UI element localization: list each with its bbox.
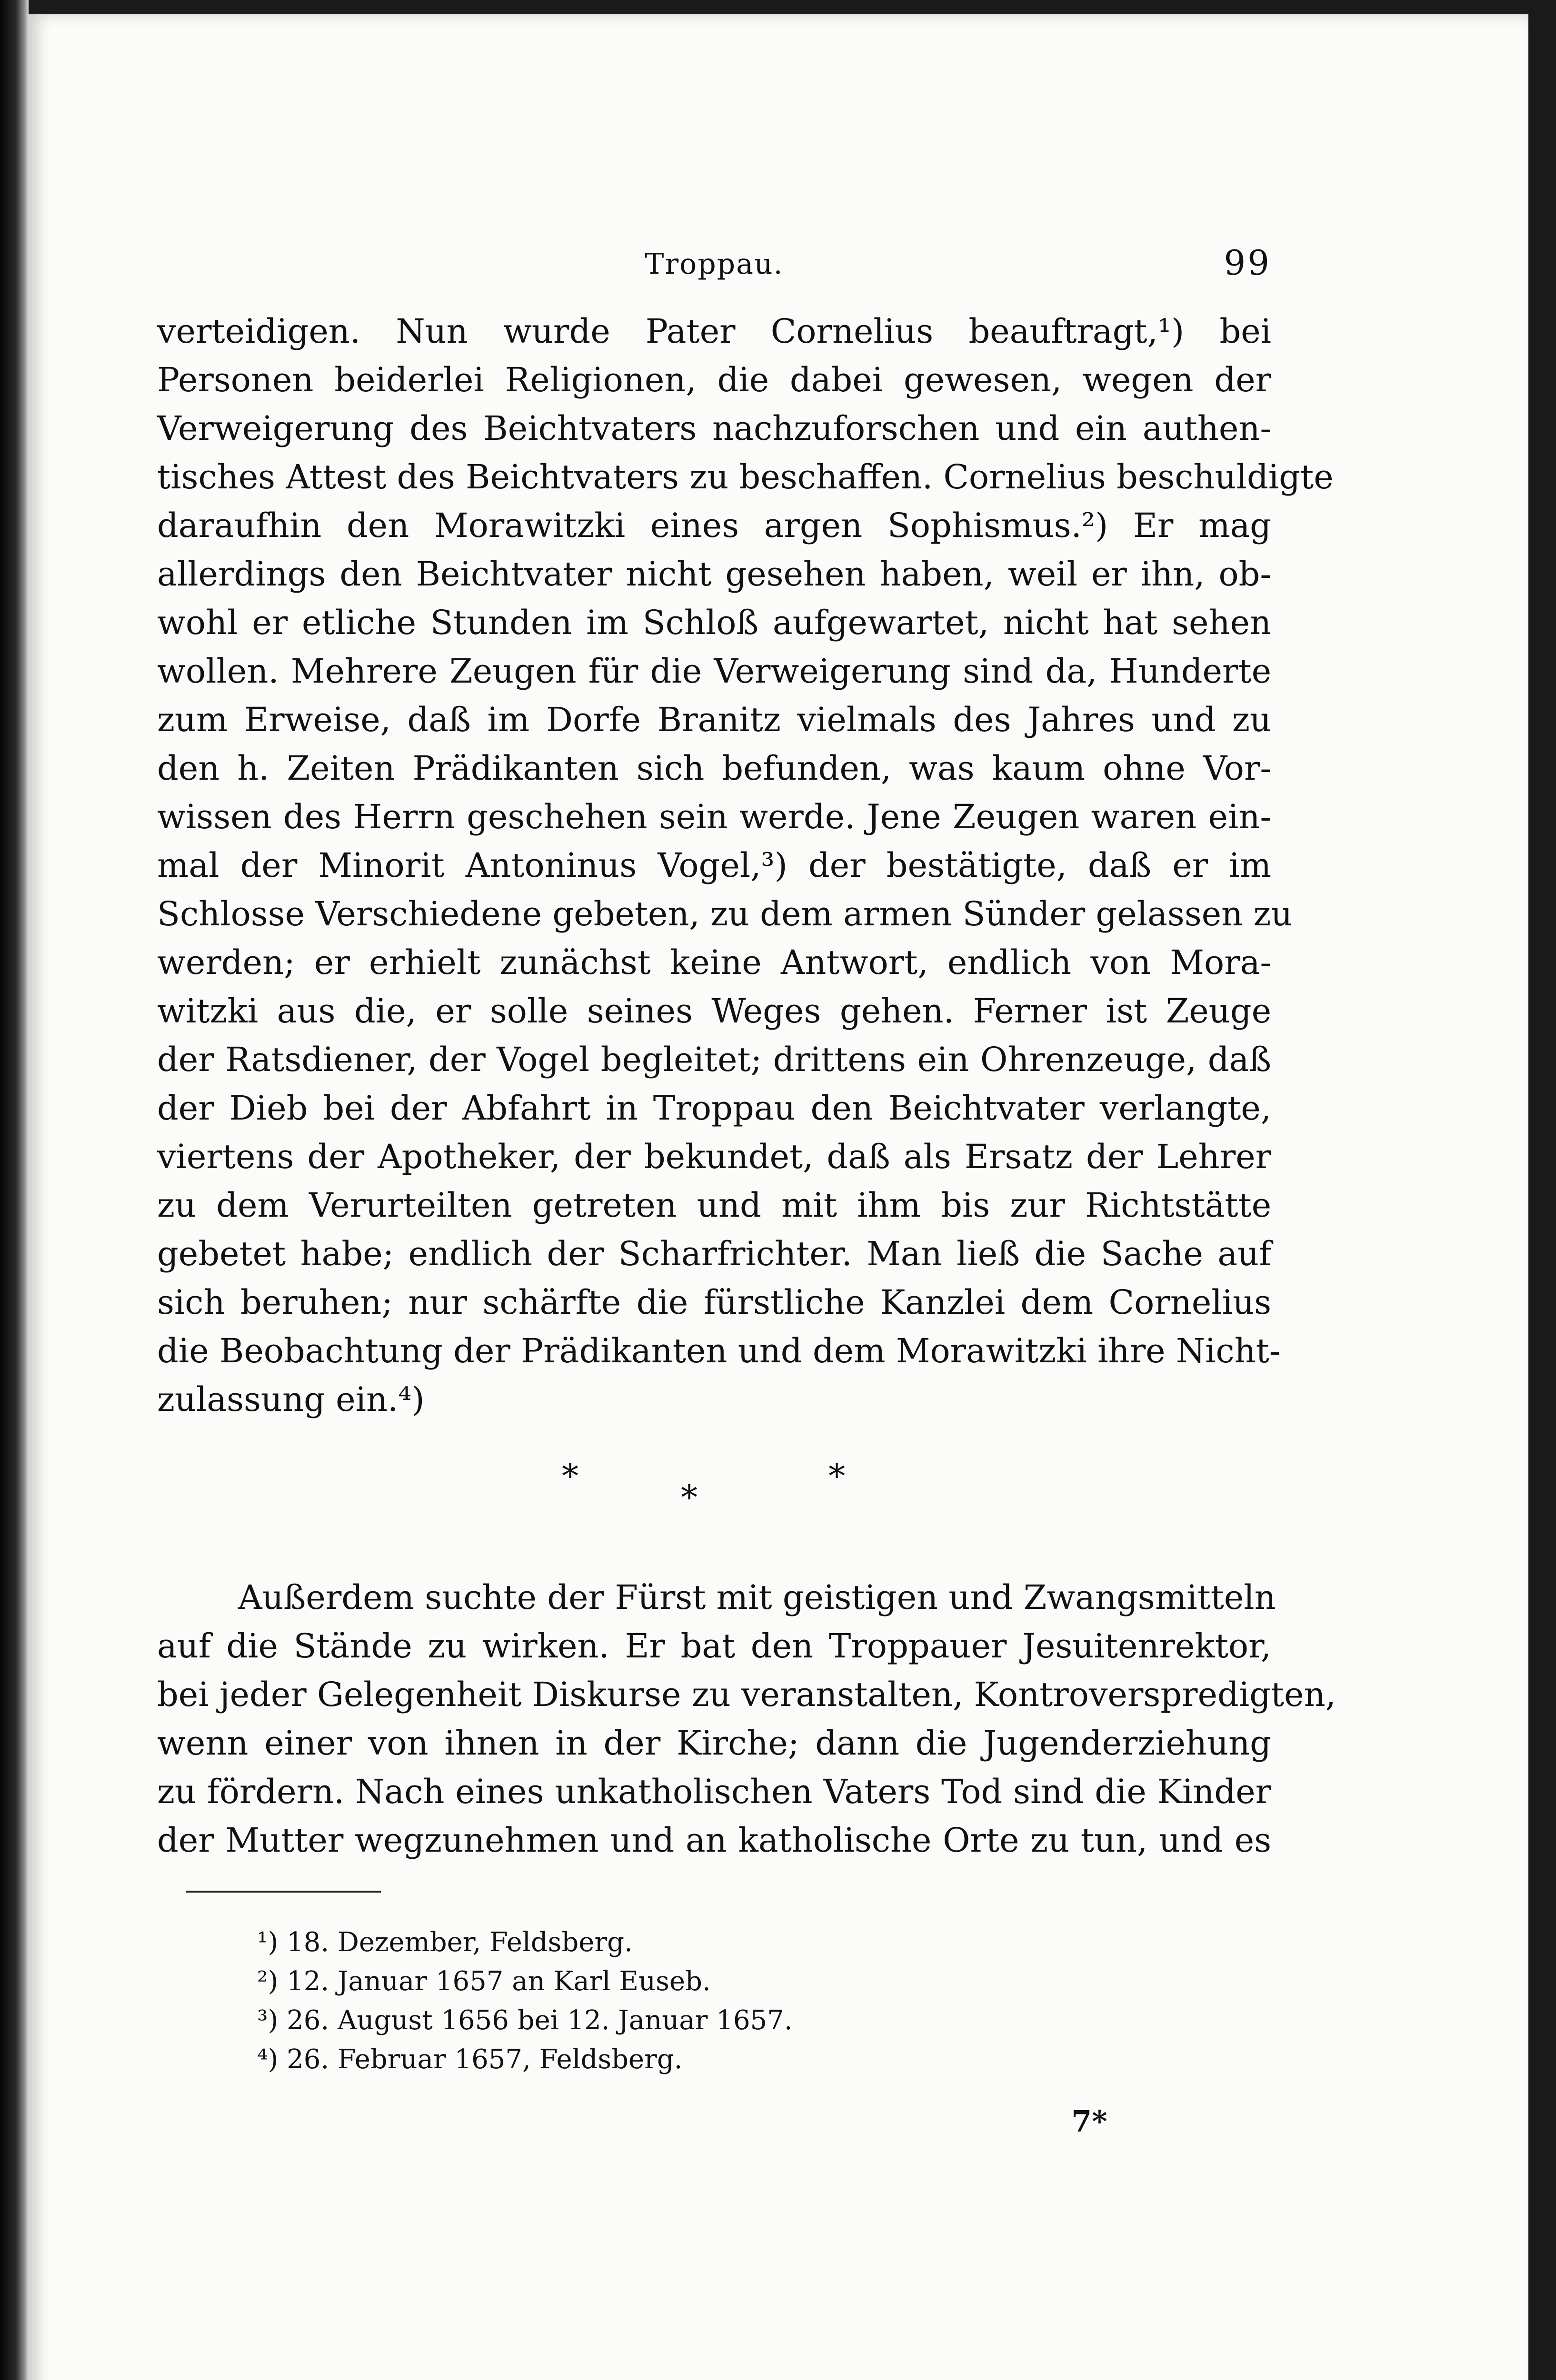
text-line: der Dieb bei der Abfahrt in Troppau den Beichtvater verlangte, xyxy=(157,1089,1271,1128)
signature-mark: 7* xyxy=(1071,2104,1107,2139)
paragraph-1 xyxy=(157,307,1334,1424)
book-spine-edge xyxy=(0,0,29,2380)
page-number: 99 xyxy=(1224,243,1271,283)
text-line: Schlosse Verschiedene gebeten, zu dem armen Sünder gelassen zu xyxy=(157,894,1293,933)
text-line: mal der Minorit Antoninus Vogel,³) der bestätigte, daß er im xyxy=(157,846,1271,885)
footnote-rule xyxy=(186,1891,381,1893)
paragraph-2 xyxy=(157,1573,1336,1864)
page-header xyxy=(157,238,1271,295)
text-line: verteidigen. Nun wurde Pater Cornelius beauftragt,¹) bei xyxy=(157,312,1271,351)
text-line: daraufhin den Morawitzki eines argen Sophismus.²) Er mag xyxy=(157,506,1271,545)
text-line: werden; er erhielt zunächst keine Antwort, endlich von Mora- xyxy=(157,943,1271,982)
text-line: tisches Attest des Beichtvaters zu beschaffen. Cornelius beschuldigte xyxy=(157,457,1334,496)
text-line: sich beruhen; nur schärfte die fürstliche Kanzlei dem Cornelius xyxy=(157,1283,1271,1322)
text-line: die Beobachtung der Prädikanten und dem Morawitzki ihre Nicht- xyxy=(157,1331,1281,1370)
text-line: wissen des Herrn geschehen sein werde. Jene Zeugen waren ein- xyxy=(157,797,1271,836)
footnote: ³) 26. August 1656 bei 12. Januar 1657. xyxy=(257,2005,793,2036)
footnote: ⁴) 26. Februar 1657, Feldsberg. xyxy=(257,2044,683,2075)
text-line: der Mutter wegzunehmen und an katholische Orte zu tun, und es xyxy=(157,1821,1271,1860)
text-line: Verweigerung des Beichtvaters nachzuforschen und ein authen- xyxy=(157,409,1271,448)
separator-star: * xyxy=(562,1457,579,1496)
text-line: Außerdem suchte der Fürst mit geistigen und Zwangsmitteln xyxy=(238,1578,1276,1617)
body-text-2 xyxy=(157,1573,1336,1864)
separator-star: * xyxy=(828,1457,845,1496)
text-line: wohl er etliche Stunden im Schloß aufgewartet, nicht hat sehen xyxy=(157,603,1271,642)
text-line: zum Erweise, daß im Dorfe Branitz vielmals des Jahres und zu xyxy=(157,700,1271,739)
text-line: gebetet habe; endlich der Scharfrichter. Man ließ die Sache auf xyxy=(157,1234,1271,1273)
text-line: zu fördern. Nach eines unkatholischen Vaters Tod sind die Kinder xyxy=(157,1772,1271,1811)
separator-star: * xyxy=(681,1478,698,1517)
text-line: witzki aus die, er solle seines Weges gehen. Ferner ist Zeuge xyxy=(157,992,1271,1031)
footnotes xyxy=(257,1923,1162,2079)
text-line: bei jeder Gelegenheit Diskurse zu veranstalten, Kontroverspredigten, xyxy=(157,1675,1336,1714)
running-title: Troppau. xyxy=(645,248,784,281)
section-separator xyxy=(157,1457,1271,1523)
text-line: der Ratsdiener, der Vogel begleitet; drittens ein Ohrenzeuge, daß xyxy=(157,1040,1271,1079)
text-line: auf die Stände zu wirken. Er bat den Troppauer Jesuitenrektor, xyxy=(157,1626,1271,1666)
text-line: allerdings den Beichtvater nicht gesehen haben, weil er ihn, ob- xyxy=(157,555,1271,594)
footnote: ²) 12. Januar 1657 an Karl Euseb. xyxy=(257,1966,711,1997)
text-line: zulassung ein.⁴) xyxy=(157,1380,425,1419)
text-line: viertens der Apotheker, der bekundet, daß als Ersatz der Lehrer xyxy=(157,1137,1271,1176)
footnote: ¹) 18. Dezember, Feldsberg. xyxy=(257,1927,633,1958)
text-line: wollen. Mehrere Zeugen für die Verweigerung sind da, Hunderte xyxy=(157,652,1271,691)
text-line: zu dem Verurteilten getreten und mit ihm bis zur Richtstätte xyxy=(157,1186,1271,1225)
body-text xyxy=(157,307,1334,1424)
text-line: wenn einer von ihnen in der Kirche; dann die Jugenderziehung xyxy=(157,1724,1271,1763)
text-line: Personen beiderlei Religionen, die dabei gewesen, wegen der xyxy=(157,360,1271,399)
text-line: den h. Zeiten Prädikanten sich befunden, was kaum ohne Vor- xyxy=(157,749,1271,788)
